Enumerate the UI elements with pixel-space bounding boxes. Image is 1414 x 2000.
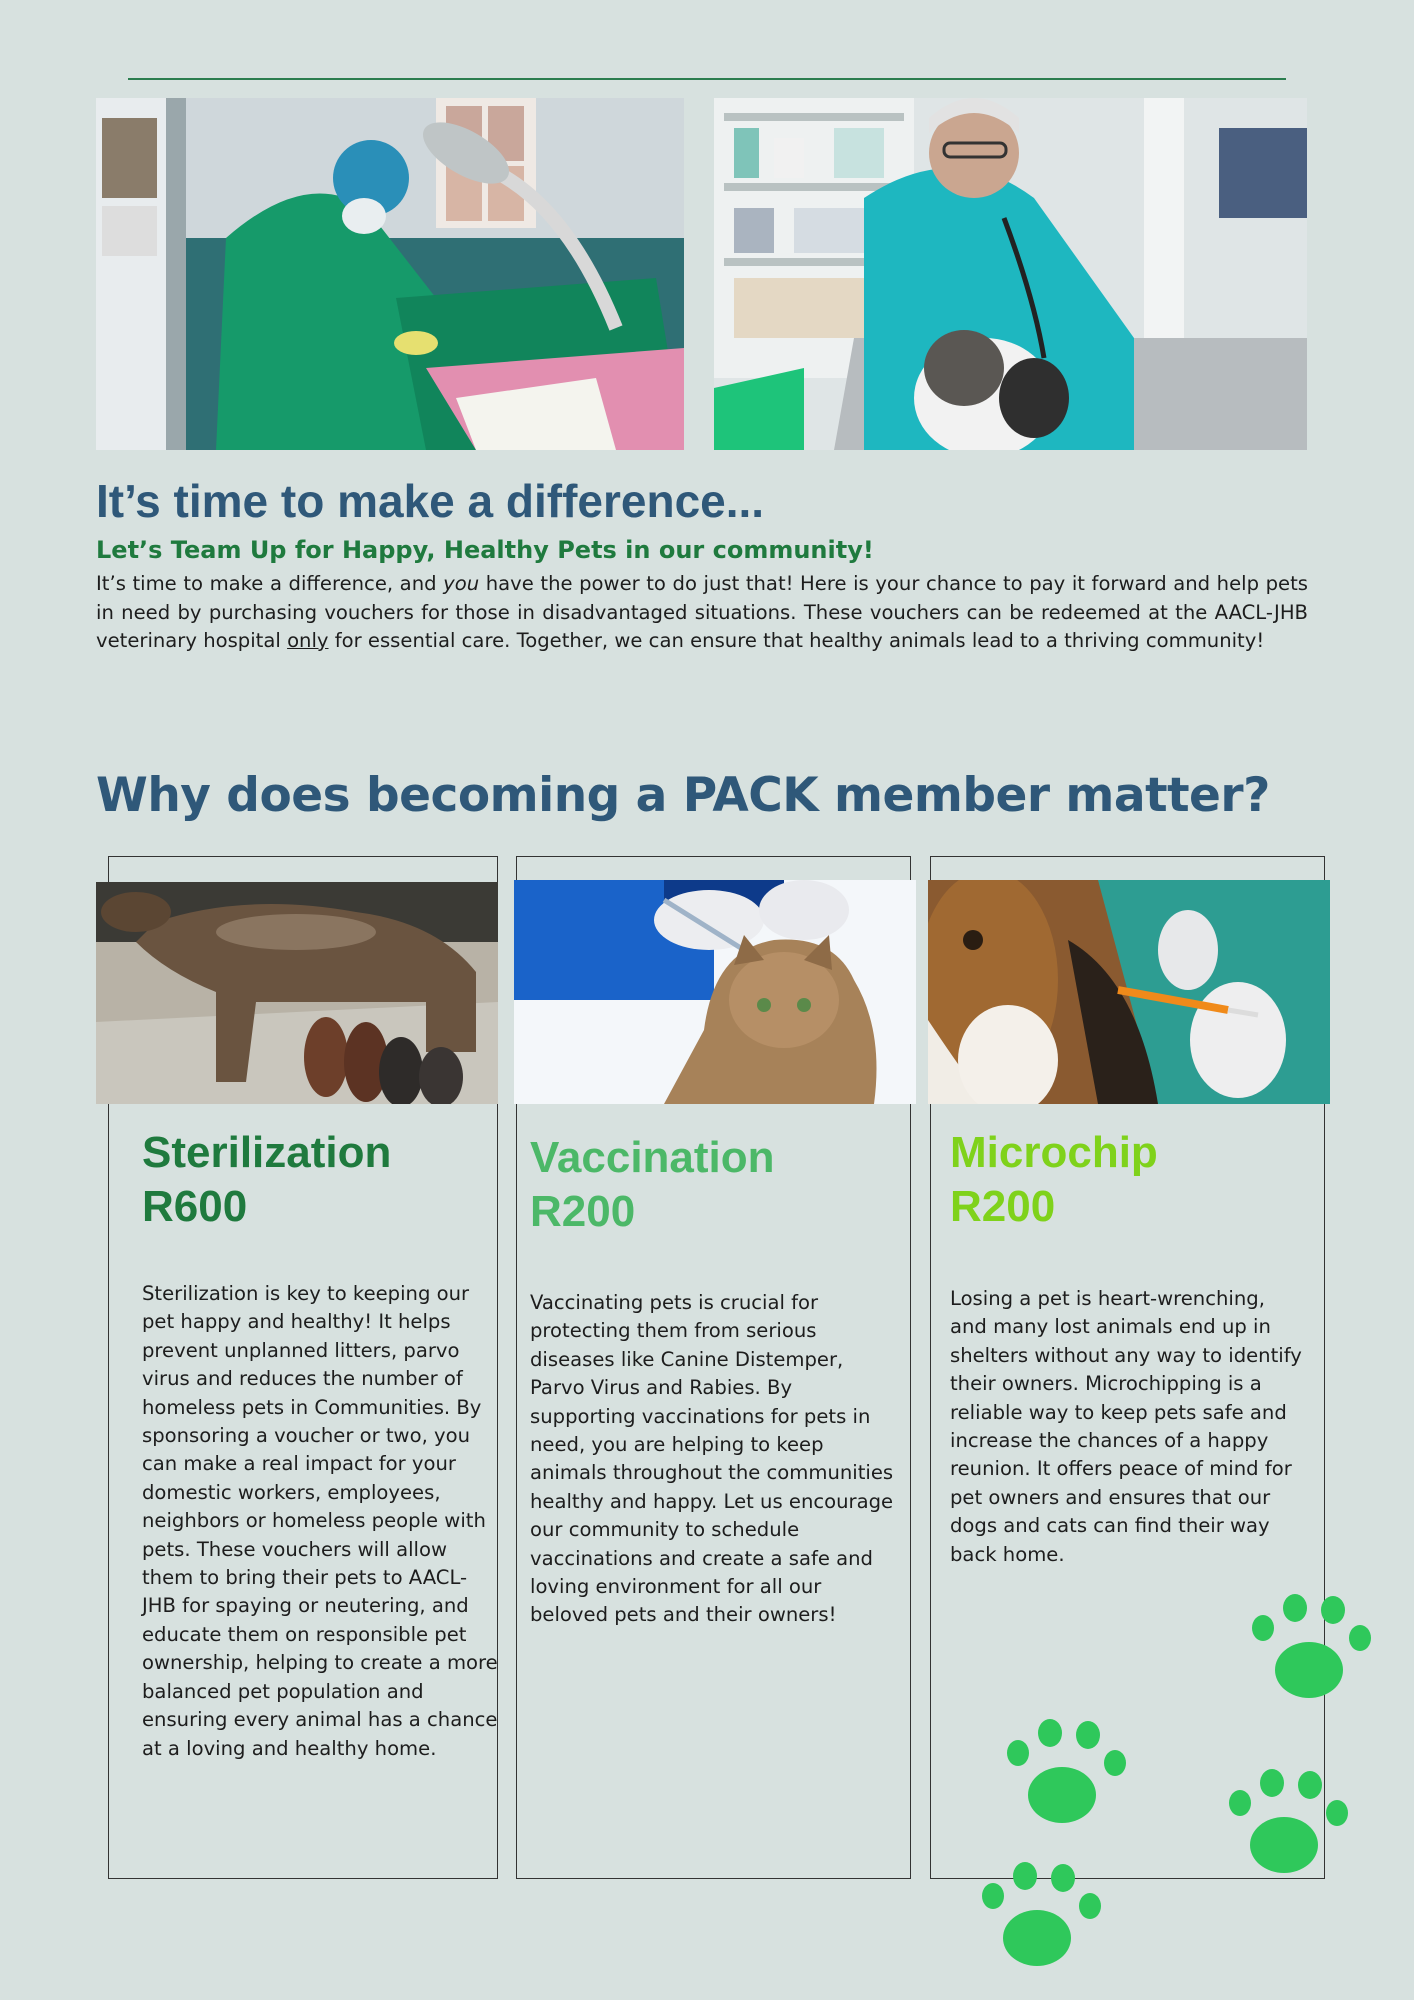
microchip-title-line-1: Microchip [950, 1128, 1158, 1177]
sterilization-title-line-1: Sterilization [142, 1128, 392, 1177]
dog-nursing-puppies-photo [96, 882, 498, 1104]
sterilization-price: R600 [142, 1182, 248, 1231]
cat-vaccination-photo [514, 880, 916, 1104]
microchip-description: Losing a pet is heart-wrenching, and many lost animals end up in shelters without any way to identify their owners. Microchipping is a reliable way to keep pets safe and increase the chances of a happy reunion. It offers peace of mind for pet owners and ensures that our dogs and cats can find their way back home. [950, 1287, 1302, 1566]
paw-print-icon [1245, 1590, 1375, 1710]
surgeon-photo [96, 98, 684, 450]
top-divider [128, 78, 1286, 80]
sterilization-title [142, 1126, 482, 1234]
sterilization-description: Sterilization is key to keeping our pet happy and healthy! It helps prevent unplanned litters, parvo virus and reduces the number of homeless pets in Communities. By sponsoring a voucher or two, you can make a real impact for your domestic workers, employees, neighbors or homeless people with pets. These vouchers will allow them to bring their pets to AACL-JHB for spaying or neutering, and educate them on responsible pet ownership, helping to create a more balanced pet population and ensuring every animal has a chance at a loving and healthy home. [142, 1282, 498, 1760]
vet-with-cat-photo [714, 98, 1307, 450]
intro-underline-only: only [287, 629, 329, 652]
headline: It’s time to make a difference... [96, 475, 765, 527]
vaccination-description: Vaccinating pets is crucial for protecting them from serious diseases like Canine Distemper, Parvo Virus and Rabies. By supporting vaccinations for pets in need, you are helping to keep animals throughout the communities healthy and happy. Let us encourage our community to schedule vaccinations and create a safe and loving environment for all our beloved pets and their owners! [530, 1291, 894, 1627]
vaccination-price: R200 [530, 1187, 636, 1236]
section-title: Why does becoming a PACK member matter? [96, 768, 1270, 823]
microchip-title [950, 1126, 1310, 1234]
intro-text-part-2: have the power to do just that! Here is your chance to pay it forward and help pets in need by purchasing vouchers for those in disadvantaged situations. These vouchers can be redeemed at the AACL-JHB veterinary hospital [96, 572, 1308, 652]
intro-emphasis-you: you [443, 572, 480, 595]
intro-paragraph [96, 570, 1308, 656]
vaccination-title [530, 1131, 890, 1239]
beagle-microchip-photo [928, 880, 1330, 1104]
vaccination-title-line-1: Vaccination [530, 1133, 775, 1182]
microchip-price: R200 [950, 1182, 1056, 1231]
intro-text-part-1: It’s time to make a difference, and [96, 572, 444, 595]
intro-text-part-3: for essential care. Together, we can ensure that healthy animals lead to a thriving community! [328, 629, 1265, 652]
paw-print-icon [975, 1858, 1105, 1978]
subheadline: Let’s Team Up for Happy, Healthy Pets in our community! [96, 536, 874, 564]
paw-print-icon [1222, 1765, 1352, 1885]
paw-print-icon [1000, 1715, 1130, 1835]
